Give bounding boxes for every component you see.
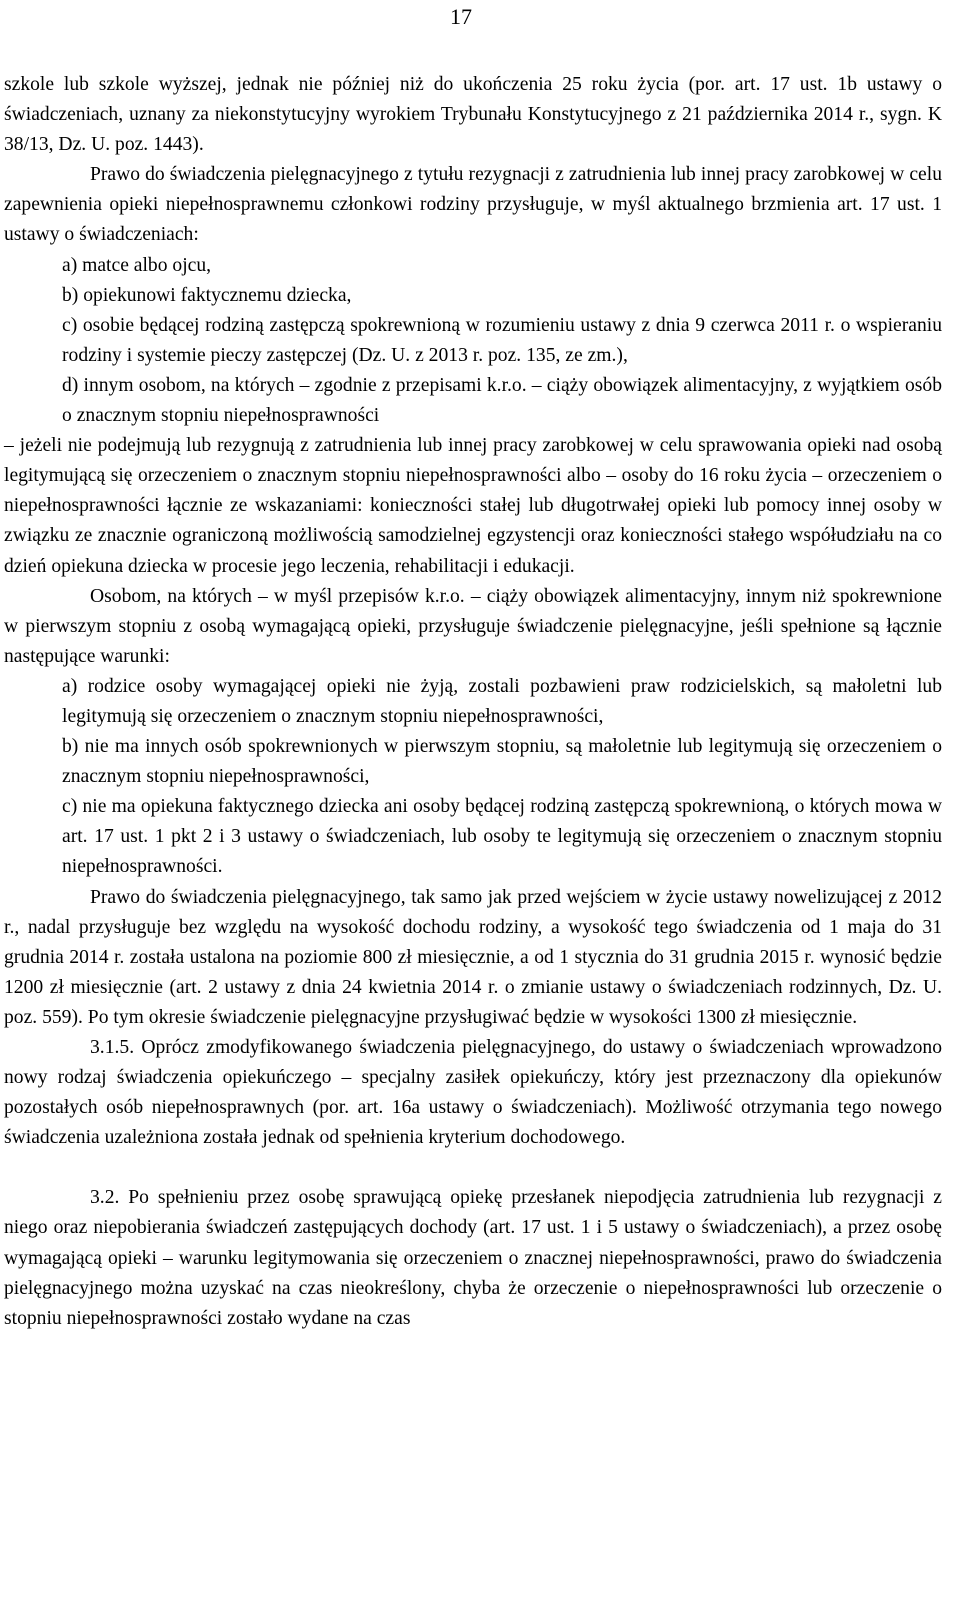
list-item: b) opiekunowi faktycznemu dziecka,: [62, 284, 352, 306]
paragraph: 3.2. Po spełnieniu przez osobę sprawującą opiekę przesłanek niepodjęcia zatrudnienia lub rezygnacji z niego oraz niepobierania świadczeń zastępujących dochody (art. 17 ust. 1 i 5 ustawy o świadczeniach), a przez osobę wymagającą opieki – warunku legitymowania się orzeczeniem o znacznej niepełnosprawności, prawo do świadczenia pielęgnacyjnego można uzyskać na czas nieokreślony, chyba że orzeczenie o niepełnosprawności lub orzeczenie o stopniu niepełnosprawności zostało wydane na czas: [4, 1187, 942, 1329]
list-item: a) rodzice osoby wymagającej opieki nie żyją, zostali pozbawieni praw rodzicielskich, są małoletni lub legitymują się orzeczeniem o znacznym stopniu niepełnosprawności,: [62, 675, 942, 727]
paragraph: Prawo do świadczenia pielęgnacyjnego, tak samo jak przed wejściem w życie ustawy nowelizującej z 2012 r., nadal przysługuje bez względu na wysokość dochodu rodziny, a wysokość tego świadczenia od 1 maja do 31 grudnia 2014 r. została ustalona na poziomie 800 zł miesięcznie, a od 1 stycznia do 31 grudnia 2015 r. wynosić będzie 1200 zł miesięcznie (art. 2 ustawy z dnia 24 kwietnia 2014 r. o zmianie ustawy o świadczeniach rodzinnych, Dz. U. poz. 559). Po tym okresie świadczenie pielęgnacyjne przysługiwać będzie w wysokości 1300 zł miesięcznie.: [4, 886, 942, 1028]
list-item: a) matce albo ojcu,: [62, 254, 212, 276]
list-item: c) osobie będącej rodziną zastępczą spokrewnioną w rozumieniu ustawy z dnia 9 czerwca 2011 r. o wspieraniu rodziny i systemie pieczy zastępczej (Dz. U. z 2013 r. poz. 135, ze zm.),: [62, 314, 942, 366]
paragraph: – jeżeli nie podejmują lub rezygnują z zatrudnienia lub innej pracy zarobkowej w celu sprawowania opieki nad osobą legitymującą się orzeczeniem o znacznym stopniu niepełnosprawności albo – osoby do 16 roku życia – orzeczeniem o niepełnosprawności łącznie ze wskazaniami: konieczności stałej lub długotrwałej opieki lub pomocy innej osoby w związku ze znacznie ograniczoną możliwością samodzielnej egzystencji oraz konieczności stałego współudziału na co dzień opiekuna dziecka w procesie jego leczenia, rehabilitacji i edukacji.: [4, 435, 942, 577]
paragraph-spacer: [4, 1153, 942, 1183]
page-number: 17: [450, 4, 472, 29]
paragraph: Prawo do świadczenia pielęgnacyjnego z tytułu rezygnacji z zatrudnienia lub innej pracy zarobkowej w celu zapewnienia opieki niepełnosprawnemu członkowi rodziny przysługuje, w myśl aktualnego brzmienia art. 17 ust. 1 ustawy o świadczeniach:: [4, 164, 942, 246]
paragraph: 3.1.5. Oprócz zmodyfikowanego świadczenia pielęgnacyjnego, do ustawy o świadczeniach wprowadzono nowy rodzaj świadczenia opiekuńczego – specjalny zasiłek opiekuńczy, który jest przeznaczony dla opiekunów pozostałych osób niepełnosprawnych (por. art. 16a ustawy o świadczeniach). Możliwość otrzymania tego nowego świadczenia uzależniona została jednak od spełnienia kryterium dochodowego.: [4, 1037, 942, 1149]
paragraph: szkole lub szkole wyższej, jednak nie później niż do ukończenia 25 roku życia (por. art. 17 ust. 1b ustawy o świadczeniach, uznany za niekonstytucyjny wyrokiem Trybunału Konstytucyjnego z 21 października 2014 r., sygn. K 38/13, Dz. U. poz. 1443).: [4, 74, 942, 156]
list-item: c) nie ma opiekuna faktycznego dziecka ani osoby będącej rodziną zastępczą spokrewnioną, o których mowa w art. 17 ust. 1 pkt 2 i 3 ustawy o świadczeniach, lub osoby te legitymują się orzeczeniem o znacznym stopniu niepełnosprawności.: [62, 796, 942, 878]
list-item: d) innym osobom, na których – zgodnie z przepisami k.r.o. – ciąży obowiązek alimentacyjny, z wyjątkiem osób o znacznym stopniu niepełnosprawności: [62, 374, 942, 427]
document-body: [4, 70, 942, 1334]
paragraph: Osobom, na których – w myśl przepisów k.r.o. – ciąży obowiązek alimentacyjny, innym niż spokrewnione w pierwszym stopniu z osobą wymagającą opieki, przysługuje świadczenie pielęgnacyjne, jeśli spełnione są łącznie następujące warunki:: [4, 585, 942, 667]
list-item: b) nie ma innych osób spokrewnionych w pierwszym stopniu, są małoletnie lub legitymują się orzeczeniem o znacznym stopniu niepełnosprawności,: [62, 736, 942, 788]
